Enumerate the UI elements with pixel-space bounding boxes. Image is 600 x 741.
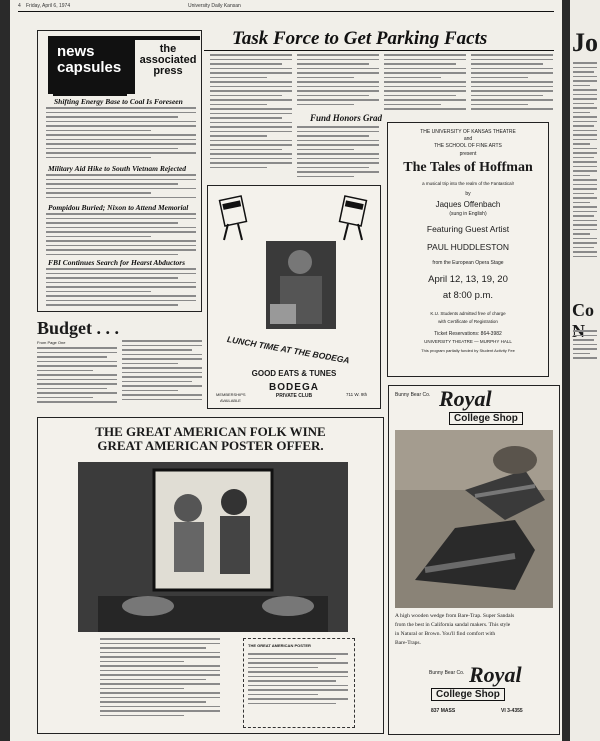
adjacent-page-strip [570,0,600,741]
adjacent-text [573,62,597,292]
theatre-line1: THE UNIVERSITY OF KANSAS THEATRE [420,129,516,135]
capsule-body [46,174,196,201]
capsule-body [46,268,196,306]
fund-honors-headline: Fund Honors Grad [310,113,383,123]
bodega-ad [207,185,381,409]
theatre-artist: PAUL HUDDLESTON [426,242,510,252]
theatre-students: K.U. Students admitted free of charge [430,311,506,316]
coupon-title: THE GREAT AMERICAN POSTER [248,643,311,648]
capsule-headline: Pompidou Buried; Nixon to Attend Memorial [48,203,189,212]
theatre-tagline: a musical trip into the realm of the Fantastical! [422,181,514,186]
capsule-headline: FBI Continues Search for Hearst Abductors [48,258,186,267]
wine-poster-photo [38,456,383,636]
bodega-good-eats: GOOD EATS & TUNES [251,369,337,378]
theatre-title: The Tales of Hoffman [403,160,533,175]
theatre-featuring: Featuring Guest Artist [426,224,510,234]
theatre-funding: This program partially funded by Student Activity Fee [421,348,515,353]
royal-address: 837 MASS [431,708,456,714]
coupon-fields [248,653,348,723]
royal-copy-line: in Natural or Brown. You'll find comfort with [395,631,496,637]
sandal-photo [395,430,553,608]
article-column [384,54,466,116]
capsule-headline: Shifting Energy Base to Coal Is Foreseen [54,97,183,106]
article-column [297,126,379,182]
adjacent-text [573,330,597,380]
article-column [210,54,292,182]
page-number: 4 [18,3,21,9]
theatre-dates: April 12, 13, 19, 20 [428,274,508,285]
theatre-line2: and [463,136,473,142]
theatre-line4: present [459,151,477,157]
theatre-from: from the European Opera Stage [432,260,504,266]
royal-shop-top: College Shop [449,412,523,425]
news-capsules-logo [48,36,200,94]
royal-copy-line: from the best in California sandal makers. This style [395,622,511,628]
headline-rule [204,50,554,51]
theatre-time: at 8:00 p.m. [442,290,494,301]
royal-brand-top: Bunny Bear Co. [395,392,431,398]
bodega-club: PRIVATE CLUB [275,393,313,399]
theatre-cert: with Certificate of Registration [438,319,498,324]
royal-name-top: Royal [439,386,492,411]
wine-headline-2: GREAT AMERICAN POSTER OFFER. [97,438,324,453]
adjacent-headline-fragment-2: Co [572,300,594,320]
bodega-address: 711 W. 9th [346,392,368,397]
page-date: Friday, April 6, 1974 [26,3,71,9]
article-column [471,54,553,116]
budget-headline: Budget . . . [37,318,120,338]
article-column [37,347,117,409]
bodega-memberships: MEMBERSHIPS [216,392,246,397]
article-column [122,340,202,408]
royal-shop-bottom: College Shop [431,688,505,701]
royal-college-shop-ad [388,385,560,735]
theatre-by: by [465,191,471,197]
theatre-composer: Jaques Offenbach [435,200,501,209]
budget-jump-line: From Page One [37,340,66,345]
wine-headline-1: THE GREAT AMERICAN FOLK WINE [95,424,326,439]
capsule-headline: Military Aid Hike to South Vietnam Rejected [48,164,187,173]
capsule-body [46,107,196,159]
theatre-tickets: Ticket Reservations: 864-3982 [434,331,502,337]
royal-copy-line: A high wooden wedge from Bare-Trap. Super Sandals [395,613,515,619]
header-rule [18,11,554,12]
royal-copy [395,612,553,648]
news-capsules-logo-text: news capsules [53,40,127,96]
theatre-line3: THE SCHOOL OF FINE ARTS [434,143,502,149]
bodega-available: AVAILABLE [220,398,241,403]
royal-name-bottom: Royal [469,662,522,687]
capsule-body [46,213,196,255]
theatre-sung: (sung in English) [449,211,487,217]
bodega-name: BODEGA [269,382,319,393]
task-force-headline: Task Force to Get Parking Facts [232,28,488,49]
wine-ad-copy [100,638,220,726]
royal-phone: VI 3-4355 [501,708,523,714]
associated-press-logo-text: the associated press [135,40,201,96]
bodega-lunch-text: LUNCH TIME AT THE BODEGA [226,334,351,366]
adjacent-headline-fragment: Jo [572,28,598,57]
tales-of-hoffman-ad [387,122,549,377]
royal-brand-bottom: Bunny Bear Co. [429,670,465,676]
folk-wine-poster-ad [37,417,384,734]
theatre-location: UNIVERSITY THEATRE — MURPHY HALL [424,339,512,344]
royal-copy-line: Bare-Traps. [395,640,421,646]
publication-name: University Daily Kansan [188,3,241,9]
article-column [297,54,379,109]
newspaper-page [10,0,562,741]
wine-coupon [243,638,355,728]
